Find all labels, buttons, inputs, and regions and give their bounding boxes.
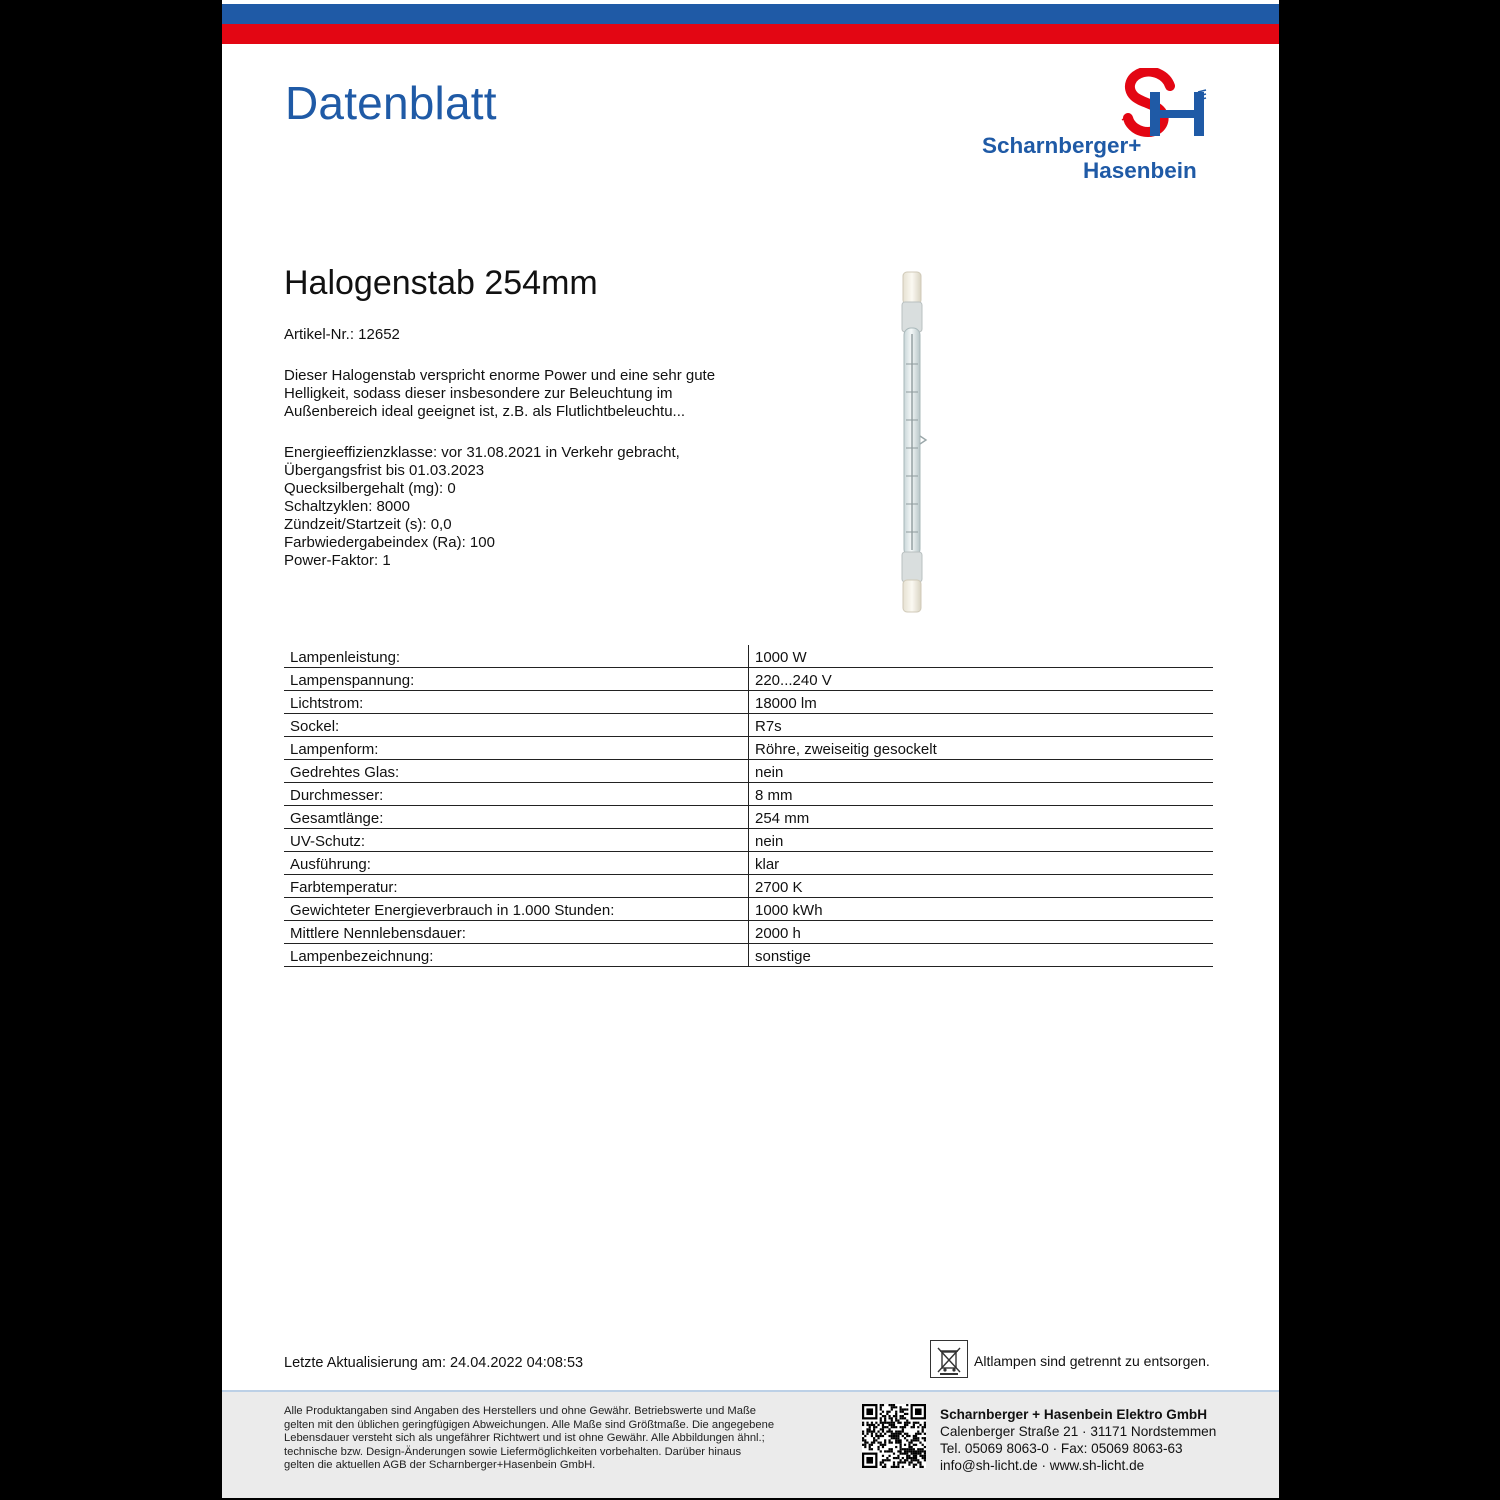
- qr-code-icon[interactable]: [862, 1404, 926, 1468]
- disclaimer-line: gelten die aktuellen AGB der Scharnberger+Hasenbein GmbH.: [284, 1459, 596, 1471]
- page-footer: [222, 1390, 1279, 1498]
- company-phone: Tel. 05069 8063-0 · Fax: 05069 8063-63: [940, 1441, 1183, 1456]
- property-key: Lampenform:: [284, 737, 749, 760]
- description-line: Außenbereich ideal geeignet ist, z.B. als Flutlichtbeleuchtu...: [284, 403, 686, 420]
- halogen-lamp-image: [882, 268, 942, 618]
- property-key: Gesamtlänge:: [284, 806, 749, 829]
- property-row: [284, 921, 1213, 944]
- property-row: [284, 760, 1213, 783]
- property-key: Lampenleistung:: [284, 645, 749, 668]
- logo-text-line1: Scharnberger+: [982, 133, 1142, 158]
- company-name: Scharnberger + Hasenbein Elektro GmbH: [940, 1407, 1208, 1422]
- weee-bin-icon: [930, 1340, 968, 1378]
- header-band-blue: [222, 4, 1279, 24]
- property-value: 2000 h: [749, 921, 1214, 944]
- property-key: Durchmesser:: [284, 783, 749, 806]
- property-row: [284, 944, 1213, 967]
- spec-line: Zündzeit/Startzeit (s): 0,0: [284, 516, 452, 533]
- datasheet-page: [222, 0, 1279, 1498]
- property-key: Mittlere Nennlebensdauer:: [284, 921, 749, 944]
- property-key: Farbtemperatur:: [284, 875, 749, 898]
- description-line: Helligkeit, sodass dieser insbesondere zur Beleuchtung im: [284, 385, 673, 402]
- company-contact: [940, 1406, 1216, 1474]
- disclaimer-line: gelten mit den üblichen geringfügigen Abweichungen. Alle Maße sind Größtmaße. Die angegebene: [284, 1418, 775, 1431]
- property-value: 254 mm: [749, 806, 1214, 829]
- property-row: [284, 737, 1213, 760]
- spec-line: Quecksilbergehalt (mg): 0: [284, 480, 456, 497]
- last-updated: Letzte Aktualisierung am: 24.04.2022 04:08:53: [284, 1355, 584, 1371]
- property-value: 2700 K: [749, 875, 1214, 898]
- property-value: R7s: [749, 714, 1214, 737]
- property-row: [284, 852, 1213, 875]
- disclaimer-line: Alle Produktangaben sind Angaben des Herstellers und ohne Gewähr. Betriebswerte und Maße: [284, 1405, 757, 1417]
- disclaimer-line: Lebensdauer versteht sich als ungefährer Richtwert und ist ohne Gewähr. Alle Abbildungen ähnl.;: [284, 1432, 765, 1444]
- company-web[interactable]: info@sh-licht.de · www.sh-licht.de: [940, 1458, 1145, 1473]
- property-key: UV-Schutz:: [284, 829, 749, 852]
- product-specs: [284, 444, 764, 570]
- legal-disclaimer: [284, 1405, 849, 1473]
- header-band-red: [222, 24, 1279, 44]
- spec-line: Schaltzyklen: 8000: [284, 498, 410, 515]
- description-line: Dieser Halogenstab verspricht enorme Power und eine sehr gute: [284, 367, 716, 384]
- article-number: Artikel-Nr.: 12652: [284, 326, 400, 343]
- company-logo: [982, 68, 1214, 183]
- property-value: nein: [749, 829, 1214, 852]
- property-value: nein: [749, 760, 1214, 783]
- property-row: [284, 645, 1213, 668]
- property-key: Gewichteter Energieverbrauch in 1.000 Stunden:: [284, 898, 749, 921]
- property-row: [284, 806, 1213, 829]
- document-title: Datenblatt: [285, 77, 497, 129]
- property-value: klar: [749, 852, 1214, 875]
- property-key: Ausführung:: [284, 852, 749, 875]
- property-row: [284, 668, 1213, 691]
- disposal-note: Altlampen sind getrennt zu entsorgen.: [974, 1353, 1210, 1369]
- property-key: Gedrehtes Glas:: [284, 760, 749, 783]
- logo-text-line2: Hasenbein: [1083, 158, 1197, 183]
- property-row: [284, 875, 1213, 898]
- property-row: [284, 691, 1213, 714]
- sh-logo-mark-icon: [982, 68, 1214, 138]
- spec-line: Power-Faktor: 1: [284, 552, 391, 569]
- property-row: [284, 783, 1213, 806]
- spec-line: Übergangsfrist bis 01.03.2023: [284, 462, 485, 479]
- property-value: Röhre, zweiseitig gesockelt: [749, 737, 1214, 760]
- property-value: 1000 W: [749, 645, 1214, 668]
- property-value: 1000 kWh: [749, 898, 1214, 921]
- property-value: 18000 lm: [749, 691, 1214, 714]
- property-row: [284, 714, 1213, 737]
- disclaimer-line: technische bzw. Design-Änderungen sowie Liefermöglichkeiten vorbehalten. Darüber hinaus: [284, 1445, 742, 1458]
- product-description: [284, 367, 764, 421]
- property-key: Lampenbezeichnung:: [284, 944, 749, 967]
- property-value: 8 mm: [749, 783, 1214, 806]
- company-address: Calenberger Straße 21 · 31171 Nordstemmen: [940, 1424, 1217, 1439]
- properties-table: [284, 645, 1213, 967]
- property-value: sonstige: [749, 944, 1214, 967]
- spec-line: Energieeffizienzklasse: vor 31.08.2021 in Verkehr gebracht,: [284, 444, 680, 461]
- spec-line: Farbwiedergabeindex (Ra): 100: [284, 534, 495, 551]
- product-title: Halogenstab 254mm: [284, 264, 598, 302]
- property-row: [284, 898, 1213, 921]
- property-value: 220...240 V: [749, 668, 1214, 691]
- property-key: Lichtstrom:: [284, 691, 749, 714]
- property-key: Lampenspannung:: [284, 668, 749, 691]
- property-key: Sockel:: [284, 714, 749, 737]
- property-row: [284, 829, 1213, 852]
